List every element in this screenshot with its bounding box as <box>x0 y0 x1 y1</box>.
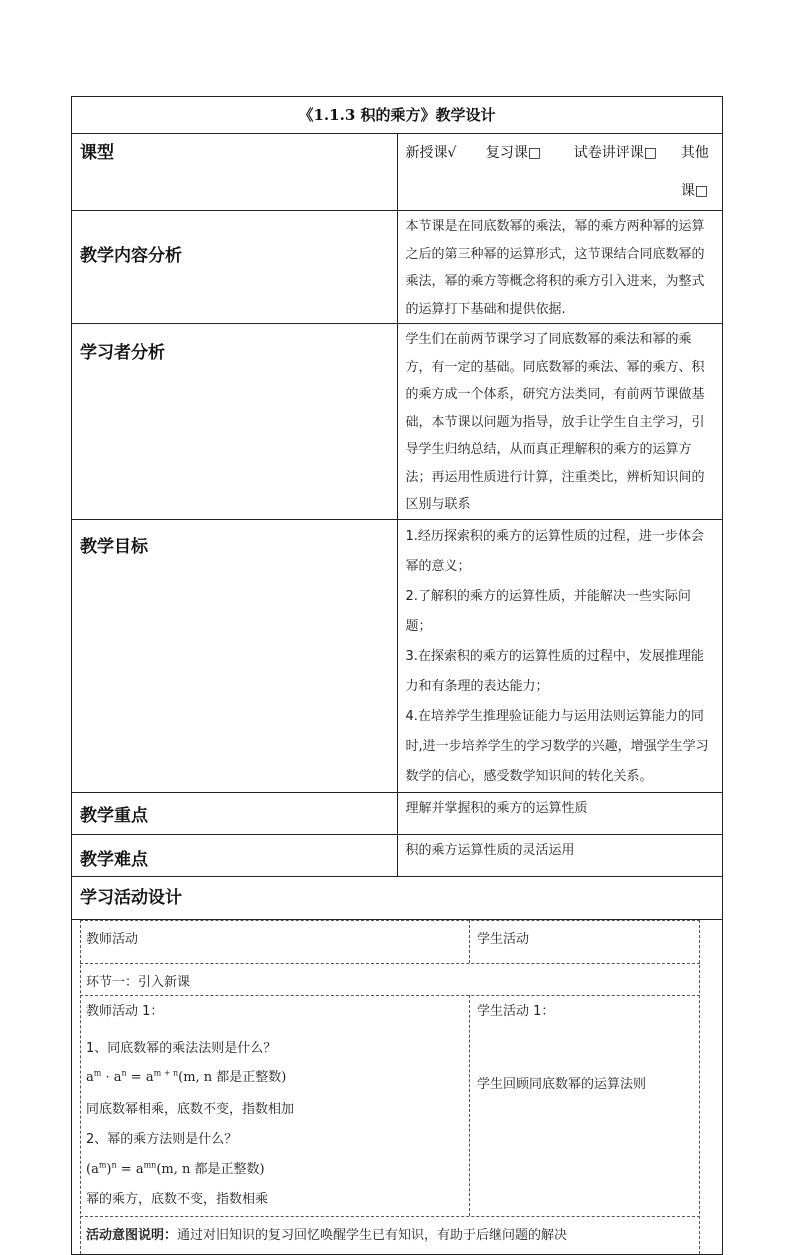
option-other-lesson: 其他课□ <box>680 145 709 199</box>
option-review-lesson: 复习课□ <box>485 145 542 161</box>
student-activity-header: 学生活动 <box>477 931 530 947</box>
document-title: 《1.1.3 积的乘方》教学设计 <box>72 97 723 134</box>
activity-intent-label: 活动意图说明： <box>86 1227 178 1243</box>
content-analysis-label: 教学内容分析 <box>72 211 398 324</box>
option-new-lesson: 新授课√ <box>405 145 457 161</box>
formula-1-condition: (m, n 都是正整数) <box>178 1069 287 1085</box>
lesson-type-row <box>72 134 723 211</box>
learner-analysis-text: 学生们在前两节课学习了同底数幂的乘法和幂的乘方，有一定的基础。同底数幂的乘法、幂的乘方、积的乘方成一个体系，研究方法类同，有前两节课做基础，本节课以问题为指导，放手让学生自主学习，引导学生归纳总结，从而真正理解积的乘方的运算方法；再运用性质进行计算，注重类比，辨析知识间的区别与联系 <box>397 324 723 520</box>
objective-item: 2.了解积的乘方的运算性质，并能解决一些实际问题； <box>405 588 691 634</box>
formula-2: $(a^m)^n = a^{mn}(m$, n 都是正整数) <box>86 1160 265 1177</box>
lesson-type-label: 课型 <box>72 134 398 211</box>
key-point-label: 教学重点 <box>72 792 398 834</box>
difficulty-text: 积的乘方运算性质的灵活运用 <box>397 834 723 876</box>
lesson-plan <box>71 96 723 1255</box>
question-2: 2、幂的乘方法则是什么？ <box>86 1131 238 1147</box>
rule-2: 幂的乘方，底数不变，指数相乘 <box>86 1191 269 1207</box>
objective-item: 4.在培养学生推理验证能力与运用法则运算能力的同时,进一步培养学生的学习数学的兴趣，增强学生学习数学的信心，感受数学知识间的转化关系。 <box>405 708 709 784</box>
activity-design-heading: 学习活动设计 <box>72 876 723 919</box>
objective-item: 3.在探索积的乘方的运算性质的过程中，发展推理能力和有条理的表达能力； <box>405 648 704 694</box>
objective-item: 1.经历探索积的乘方的运算性质的过程，进一步体会幂的意义； <box>405 528 704 574</box>
content-analysis-text: 本节课是在同底数幂的乘法，幂的乘方两种幂的运算之后的第三种幂的运算形式，这节课结合同底数幂的乘法，幂的乘方等概念将积的乘方引入进来，为整式的运算打下基础和提供依据. <box>397 211 723 324</box>
lesson-plan-table <box>71 96 723 1255</box>
student-response: 学生回顾同底数幂的运算法则 <box>477 1076 647 1092</box>
formula-1: $a^m \cdot a^n = a^{m + n}(m$, n 都是正整数) <box>86 1068 287 1085</box>
objectives-label: 教学目标 <box>72 519 398 792</box>
difficulty-label: 教学难点 <box>72 834 398 876</box>
lesson-type-options <box>397 134 723 211</box>
activity-intent <box>86 1224 567 1243</box>
activity-design-cell <box>72 919 723 1254</box>
stage-label: 环节一：引入新课 <box>86 974 191 990</box>
objectives-row <box>72 519 723 792</box>
rule-1: 同底数幂相乘，底数不变，指数相加 <box>86 1101 295 1117</box>
formula-2-condition: (m, n 都是正整数) <box>156 1161 265 1177</box>
key-point-row <box>72 792 723 834</box>
question-1: 1、同底数幂的乘法法则是什么？ <box>86 1040 277 1056</box>
activity-grid <box>72 920 722 1254</box>
activity-intent-text: 通过对旧知识的复习回忆唤醒学生已有知识，有助于后继问题的解决 <box>177 1227 568 1243</box>
difficulty-row <box>72 834 723 876</box>
learner-analysis-label: 学习者分析 <box>72 324 398 520</box>
learner-analysis-row <box>72 324 723 520</box>
teacher-activity-header: 教师活动 <box>86 931 139 947</box>
objectives-list <box>397 519 723 792</box>
student-activity-1-title: 学生活动 1： <box>477 1003 555 1019</box>
teacher-activity-1-title: 教师活动 1： <box>86 1003 164 1019</box>
key-point-text: 理解并掌握积的乘方的运算性质 <box>397 792 723 834</box>
content-analysis-row <box>72 211 723 324</box>
option-exam-review-lesson: 试卷讲评课□ <box>573 145 657 161</box>
